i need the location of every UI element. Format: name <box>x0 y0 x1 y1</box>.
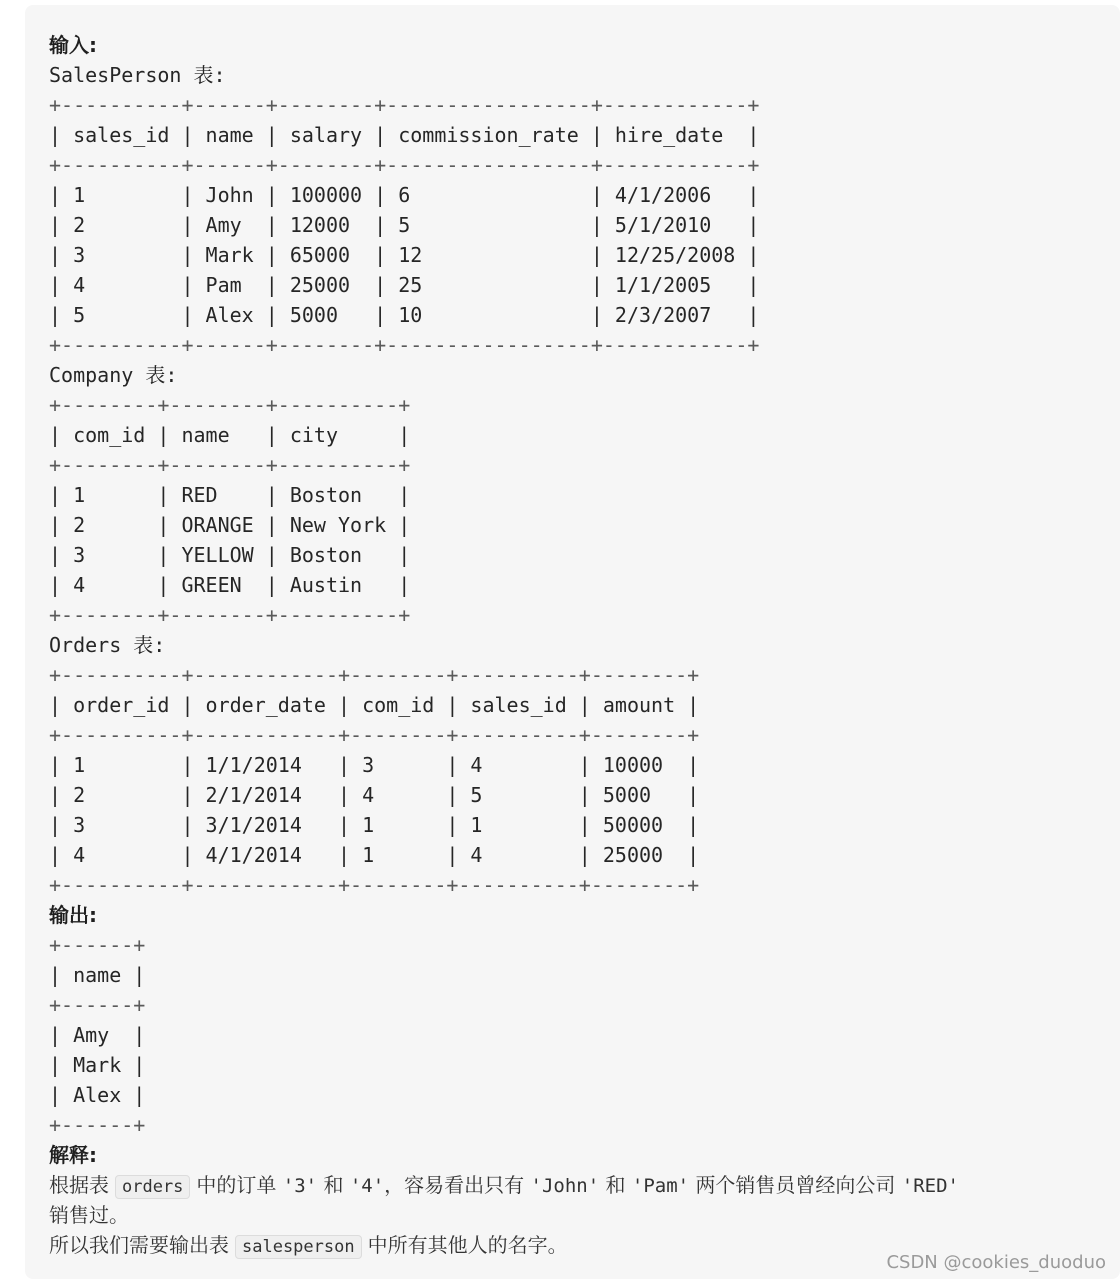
table-row: | Mark | <box>49 1053 146 1077</box>
table-header: | com_id | name | city | <box>49 423 411 447</box>
explanation-heading: 解释: <box>49 1143 97 1167</box>
input-heading: 输入: <box>49 33 97 57</box>
table-rule: +------+ <box>49 1113 146 1137</box>
quoted-value: 'John' <box>530 1175 600 1197</box>
orders-table <box>49 660 1109 900</box>
table-row: | Amy | <box>49 1023 146 1047</box>
table-rule: +----------+------+--------+-----------------+------------+ <box>49 153 760 177</box>
salesperson-caption: SalesPerson 表: <box>49 63 226 87</box>
explanation-text: 根据表 <box>49 1173 109 1197</box>
explanation-text: 所以我们需要输出表 <box>49 1233 229 1257</box>
table-rule: +----------+------------+--------+----------+--------+ <box>49 723 700 747</box>
table-row: | 2 | Amy | 12000 | 5 | 5/1/2010 | <box>49 213 760 237</box>
table-row: | 3 | Mark | 65000 | 12 | 12/25/2008 | <box>49 243 760 267</box>
output-table <box>49 930 1109 1140</box>
table-rule: +----------+------------+--------+----------+--------+ <box>49 663 700 687</box>
table-rule: +------+ <box>49 933 146 957</box>
table-row: | Alex | <box>49 1083 146 1107</box>
quoted-value: 'RED' <box>901 1175 959 1197</box>
quoted-value: '4' <box>349 1175 385 1197</box>
table-row: | 3 | 3/1/2014 | 1 | 1 | 50000 | <box>49 813 700 837</box>
salesperson-table <box>49 90 1109 360</box>
output-heading: 输出: <box>49 903 97 927</box>
table-rule: +------+ <box>49 993 146 1017</box>
table-row: | 4 | GREEN | Austin | <box>49 573 411 597</box>
csdn-watermark: CSDN @cookies_duoduo <box>886 1252 1106 1273</box>
table-row: | 1 | John | 100000 | 6 | 4/1/2006 | <box>49 183 760 207</box>
explanation-text: 中所有其他人的名字。 <box>367 1233 568 1257</box>
table-rule: +----------+------+--------+-----------------+------------+ <box>49 333 760 357</box>
company-table <box>49 390 1109 630</box>
inline-code-salesperson: salesperson <box>235 1235 362 1259</box>
table-header: | name | <box>49 963 146 987</box>
table-header: | order_id | order_date | com_id | sales_id | amount | <box>49 693 700 717</box>
explanation-line-2: 销售过。 <box>49 1203 129 1227</box>
explanation-text: 和 <box>605 1173 626 1197</box>
table-header: | sales_id | name | salary | commission_rate | hire_date | <box>49 123 760 147</box>
quoted-value: 'Pam' <box>631 1175 690 1197</box>
table-row: | 3 | YELLOW | Boston | <box>49 543 411 567</box>
explanation-line-1 <box>49 1170 1109 1200</box>
table-rule: +--------+--------+----------+ <box>49 393 411 417</box>
company-caption: Company 表: <box>49 363 178 387</box>
explanation-text: 两个销售员曾经向公司 <box>695 1173 896 1197</box>
quoted-value: '3' <box>282 1175 318 1197</box>
example-content <box>49 30 1109 1260</box>
table-rule: +----------+------+--------+-----------------+------------+ <box>49 93 760 117</box>
table-row: | 4 | Pam | 25000 | 25 | 1/1/2005 | <box>49 273 760 297</box>
table-row: | 4 | 4/1/2014 | 1 | 4 | 25000 | <box>49 843 700 867</box>
table-row: | 5 | Alex | 5000 | 10 | 2/3/2007 | <box>49 303 760 327</box>
table-row: | 1 | RED | Boston | <box>49 483 411 507</box>
table-rule: +--------+--------+----------+ <box>49 453 411 477</box>
orders-caption: Orders 表: <box>49 633 166 657</box>
table-row: | 1 | 1/1/2014 | 3 | 4 | 10000 | <box>49 753 700 777</box>
inline-code-orders: orders <box>115 1175 190 1199</box>
explanation-text: ，容易看出只有 <box>384 1173 525 1197</box>
table-row: | 2 | 2/1/2014 | 4 | 5 | 5000 | <box>49 783 700 807</box>
table-row: | 2 | ORANGE | New York | <box>49 513 411 537</box>
explanation-text: 和 <box>323 1173 344 1197</box>
explanation-text: 中的订单 <box>196 1173 277 1197</box>
table-rule: +----------+------------+--------+----------+--------+ <box>49 873 700 897</box>
table-rule: +--------+--------+----------+ <box>49 603 411 627</box>
